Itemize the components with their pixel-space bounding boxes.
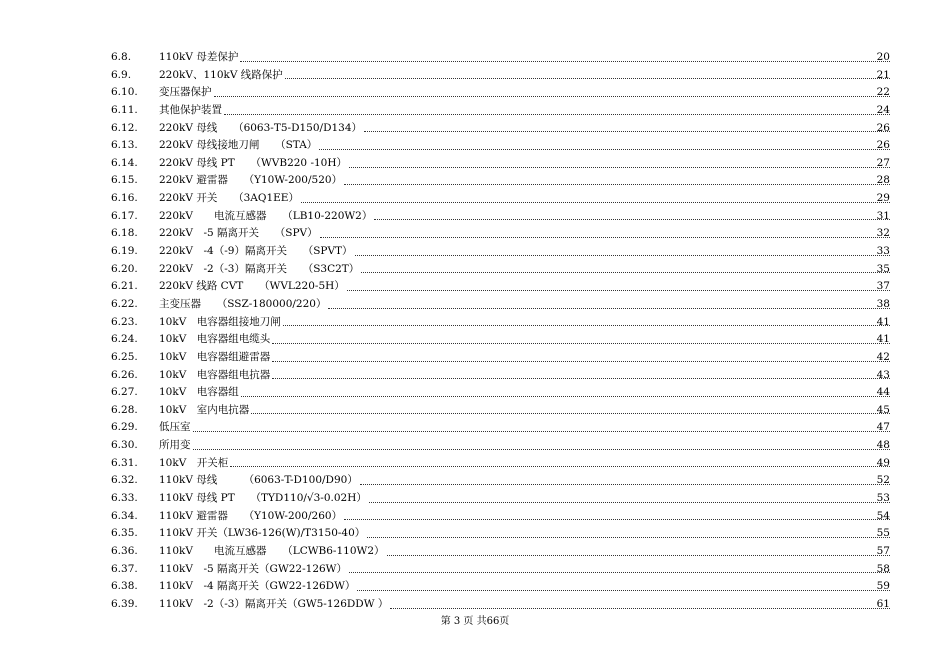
toc-entry-number: 6.36. xyxy=(111,544,138,557)
toc-entry-page-number: 52 xyxy=(876,474,890,487)
dot-leader xyxy=(241,396,890,397)
toc-entry-page-number: 20 xyxy=(876,51,890,63)
toc-entry-title: 110kV -5 隔离开关（GW22-126W） xyxy=(159,562,347,575)
dot-leader xyxy=(240,61,890,62)
toc-entry-number: 6.34. xyxy=(111,509,138,522)
toc-entry-number: 6.24. xyxy=(111,333,138,346)
toc-entry-page-number: 26 xyxy=(876,139,890,152)
dot-leader xyxy=(374,219,890,220)
dot-leader xyxy=(361,272,890,273)
dot-leader xyxy=(364,131,890,132)
toc-entry-number: 6.11. xyxy=(111,103,138,116)
toc-entry-title-line xyxy=(159,419,890,437)
toc-entry-title-line xyxy=(159,349,890,367)
toc-entry-title-line xyxy=(159,578,890,596)
toc-entry-page-number: 41 xyxy=(876,333,890,346)
toc-entry xyxy=(0,525,950,543)
toc-entry-page-number: 35 xyxy=(876,262,890,275)
dot-leader xyxy=(319,149,890,150)
toc-entry-page-number: 32 xyxy=(876,227,890,240)
toc-entry-title: 220kV -2（-3）隔离开关 （S3C2T） xyxy=(159,262,360,275)
toc-entry-title-line xyxy=(159,331,890,349)
toc-entry-page-number: 38 xyxy=(876,297,890,310)
dot-leader xyxy=(369,502,890,503)
toc-entry-title: 220kV 母线 PT （WVB220 -10H） xyxy=(159,156,348,169)
toc-entry-page-number: 48 xyxy=(876,439,890,452)
toc-entry xyxy=(0,490,950,508)
toc-entry xyxy=(0,120,950,138)
toc-entry-title-line xyxy=(159,137,890,155)
toc-entry-title-line xyxy=(159,190,890,208)
toc-entry-title-line xyxy=(159,120,890,138)
toc-entry xyxy=(0,561,950,579)
dot-leader xyxy=(357,590,890,591)
toc-entry-title: 110kV -2（-3）隔离开关（GW5-126DDW ） xyxy=(159,597,389,610)
toc-entry-title: 低压室 xyxy=(159,421,191,434)
toc-entry xyxy=(0,296,950,314)
toc-entry-page-number: 28 xyxy=(876,174,890,187)
toc-entry-title-line xyxy=(159,596,890,614)
dot-leader xyxy=(344,184,890,185)
toc-entry-page-number: 27 xyxy=(876,156,890,169)
toc-entry-title: 10kV 电容器组电抗器 xyxy=(159,368,271,381)
dot-leader xyxy=(193,449,891,450)
dot-leader xyxy=(349,572,890,573)
toc-entry-title-line xyxy=(159,225,890,243)
toc-entry-number: 6.22. xyxy=(111,297,138,310)
toc-entry-title-line xyxy=(159,102,890,120)
toc-entry-title: 220kV -4（-9）隔离开关 （SPVT） xyxy=(159,245,353,258)
dot-leader xyxy=(328,308,890,309)
toc-entry-title-line xyxy=(159,155,890,173)
toc-entry xyxy=(0,102,950,120)
toc-entry-title-line xyxy=(159,437,890,455)
toc-entry-page-number: 57 xyxy=(876,544,890,557)
toc-entry-number: 6.20. xyxy=(111,262,138,275)
toc-entry-title: 220kV 母线接地刀闸 （STA） xyxy=(159,139,318,152)
toc-entry-title: 110kV 母线 PT （TYD110/√3-0.02H） xyxy=(159,492,367,505)
toc-entry xyxy=(0,543,950,561)
toc-entry xyxy=(0,419,950,437)
toc-entry-title-line xyxy=(159,314,890,332)
dot-leader xyxy=(272,343,890,344)
toc-entry-page-number: 59 xyxy=(876,580,890,593)
toc-entry-title: 220kV、110kV 线路保护 xyxy=(159,68,283,81)
toc-entry xyxy=(0,172,950,190)
toc-entry-title: 110kV -4 隔离开关（GW22-126DW） xyxy=(159,580,356,593)
toc-entry-title-line xyxy=(159,384,890,402)
toc-entry-title: 110kV 开关（LW36-126(W)/T3150-40） xyxy=(159,527,366,540)
toc-entry-page-number: 54 xyxy=(876,509,890,522)
dot-leader xyxy=(214,96,891,97)
toc-entry-number: 6.26. xyxy=(111,368,138,381)
toc-entry-title-line xyxy=(159,243,890,261)
dot-leader xyxy=(285,78,890,79)
toc-entry-title: 220kV 避雷器 （Y10W-200/520） xyxy=(159,174,343,187)
toc-entry-title: 110kV 避雷器 （Y10W-200/260） xyxy=(159,509,343,522)
toc-entry-title-line xyxy=(159,402,890,420)
toc-entry xyxy=(0,384,950,402)
toc-entry-page-number: 61 xyxy=(876,597,890,610)
toc-entry-number: 6.23. xyxy=(111,315,138,328)
toc-entry-number: 6.15. xyxy=(111,174,138,187)
toc-entry xyxy=(0,190,950,208)
toc-entry-title: 变压器保护 xyxy=(159,86,212,99)
toc-entry-title-line xyxy=(159,490,890,508)
toc-entry xyxy=(0,278,950,296)
toc-entry xyxy=(0,455,950,473)
toc-entry xyxy=(0,578,950,596)
toc-entry xyxy=(0,137,950,155)
toc-entry-title: 10kV 电容器组电缆头 xyxy=(159,333,271,346)
toc-entry-title-line xyxy=(159,49,890,67)
toc-entry-page-number: 31 xyxy=(876,209,890,222)
toc-entry-number: 6.39. xyxy=(111,597,138,610)
dot-leader xyxy=(355,255,890,256)
page-footer: 第 3 页 共66页 xyxy=(440,616,510,627)
toc-entry-page-number: 24 xyxy=(876,103,890,116)
toc-entry-page-number: 29 xyxy=(876,192,890,205)
dot-leader xyxy=(360,484,890,485)
toc-entry-title: 220kV -5 隔离开关 （SPV） xyxy=(159,227,318,240)
toc-entry-page-number: 21 xyxy=(876,68,890,81)
toc-entry-number: 6.16. xyxy=(111,192,138,205)
toc-entry-number: 6.8. xyxy=(111,51,132,63)
toc-entry-page-number: 45 xyxy=(876,403,890,416)
toc-entry-page-number: 22 xyxy=(876,86,890,99)
dot-leader xyxy=(387,555,891,556)
toc-entry xyxy=(0,225,950,243)
dot-leader xyxy=(349,167,890,168)
toc-entry-title: 110kV 电流互感器 （LCWB6-110W2） xyxy=(159,544,385,557)
toc-entry-title-line xyxy=(159,261,890,279)
dot-leader xyxy=(230,466,890,467)
toc-entry-number: 6.29. xyxy=(111,421,138,434)
toc-entry-title: 220kV 开关 （3AQ1EE） xyxy=(159,192,299,205)
toc-entry-page-number: 49 xyxy=(876,456,890,469)
toc-entry-page-number: 58 xyxy=(876,562,890,575)
toc-entry xyxy=(0,243,950,261)
toc-entry-page-number: 47 xyxy=(876,421,890,434)
toc-entry-page-number: 55 xyxy=(876,527,890,540)
toc-entry-number: 6.21. xyxy=(111,280,138,293)
dot-leader xyxy=(344,519,890,520)
dot-leader xyxy=(272,361,890,362)
toc-entry xyxy=(0,349,950,367)
toc-entry-number: 6.30. xyxy=(111,439,138,452)
toc-entry-page-number: 42 xyxy=(876,350,890,363)
toc-entry-page-number: 53 xyxy=(876,492,890,505)
toc-entry-title: 10kV 电容器组接地刀闸 xyxy=(159,315,281,328)
toc-entry-title-line xyxy=(159,561,890,579)
toc-entry-title: 10kV 电容器组避雷器 xyxy=(159,350,271,363)
toc-entry-number: 6.37. xyxy=(111,562,138,575)
dot-leader xyxy=(272,378,890,379)
toc-entry xyxy=(0,508,950,526)
toc-entry-title-line xyxy=(159,278,890,296)
toc-entry-page-number: 37 xyxy=(876,280,890,293)
toc-entry xyxy=(0,84,950,102)
toc-entry-number: 6.18. xyxy=(111,227,138,240)
dot-leader xyxy=(251,413,890,414)
toc-entry-number: 6.17. xyxy=(111,209,138,222)
toc-entry-title: 220kV 线路 CVT （WVL220-5H） xyxy=(159,280,345,293)
toc-entry-number: 6.33. xyxy=(111,492,138,505)
toc-entry xyxy=(0,367,950,385)
toc-entry-title-line xyxy=(159,208,890,226)
toc-entry xyxy=(0,472,950,490)
toc-entry-number: 6.9. xyxy=(111,68,132,81)
dot-leader xyxy=(283,325,890,326)
toc-entry xyxy=(0,402,950,420)
toc-entry-title: 10kV 电容器组 xyxy=(159,386,239,399)
toc-entry-page-number: 44 xyxy=(876,386,890,399)
dot-leader xyxy=(347,290,890,291)
toc-entry xyxy=(0,261,950,279)
toc-entry-number: 6.14. xyxy=(111,156,138,169)
toc-entry-number: 6.35. xyxy=(111,527,138,540)
toc-entry xyxy=(0,49,950,67)
toc-entry-number: 6.13. xyxy=(111,139,138,152)
toc-entry-title: 所用变 xyxy=(159,439,191,452)
dot-leader xyxy=(390,608,890,609)
dot-leader xyxy=(367,537,890,538)
toc-entry-title: 220kV 电流互感器 （LB10-220W2） xyxy=(159,209,373,222)
toc-entry-page-number: 26 xyxy=(876,121,890,134)
toc-entry xyxy=(0,331,950,349)
toc-entry-number: 6.38. xyxy=(111,580,138,593)
toc-entry xyxy=(0,596,950,614)
dot-leader xyxy=(193,431,891,432)
toc-entry-title-line xyxy=(159,472,890,490)
toc-entry-title-line xyxy=(159,543,890,561)
toc-entry-page-number: 43 xyxy=(876,368,890,381)
toc-entry-title: 主变压器 （SSZ-180000/220） xyxy=(159,297,327,310)
toc-entry xyxy=(0,67,950,85)
toc-entry xyxy=(0,155,950,173)
toc-entry-title: 110kV 母线 （6063-T-D100/D90） xyxy=(159,474,358,487)
toc-entry-number: 6.27. xyxy=(111,386,138,399)
toc-entry-number: 6.12. xyxy=(111,121,138,134)
toc-entry-title: 10kV 室内电抗器 xyxy=(159,403,250,416)
toc-entry-page-number: 33 xyxy=(876,245,890,258)
toc-entry-title-line xyxy=(159,508,890,526)
toc-entry-title: 110kV 母差保护 xyxy=(159,51,239,63)
toc-entry-title: 其他保护装置 xyxy=(159,103,222,116)
table-of-contents xyxy=(0,49,950,614)
toc-entry-title-line xyxy=(159,367,890,385)
toc-entry-number: 6.32. xyxy=(111,474,138,487)
toc-entry-number: 6.28. xyxy=(111,403,138,416)
toc-entry-number: 6.31. xyxy=(111,456,138,469)
toc-entry-title: 10kV 开关柜 xyxy=(159,456,229,469)
dot-leader xyxy=(224,114,890,115)
toc-entry-title-line xyxy=(159,525,890,543)
toc-entry-title-line xyxy=(159,67,890,85)
toc-entry-number: 6.25. xyxy=(111,350,138,363)
dot-leader xyxy=(320,237,890,238)
toc-entry-title-line xyxy=(159,455,890,473)
toc-entry-number: 6.10. xyxy=(111,86,138,99)
toc-entry-title-line xyxy=(159,296,890,314)
toc-entry xyxy=(0,208,950,226)
dot-leader xyxy=(301,202,890,203)
toc-entry-page-number: 41 xyxy=(876,315,890,328)
toc-entry xyxy=(0,314,950,332)
toc-entry-number: 6.19. xyxy=(111,245,138,258)
toc-entry-title-line xyxy=(159,172,890,190)
toc-entry-title-line xyxy=(159,84,890,102)
toc-entry xyxy=(0,437,950,455)
toc-entry-title: 220kV 母线 （6063-T5-D150/D134） xyxy=(159,121,363,134)
